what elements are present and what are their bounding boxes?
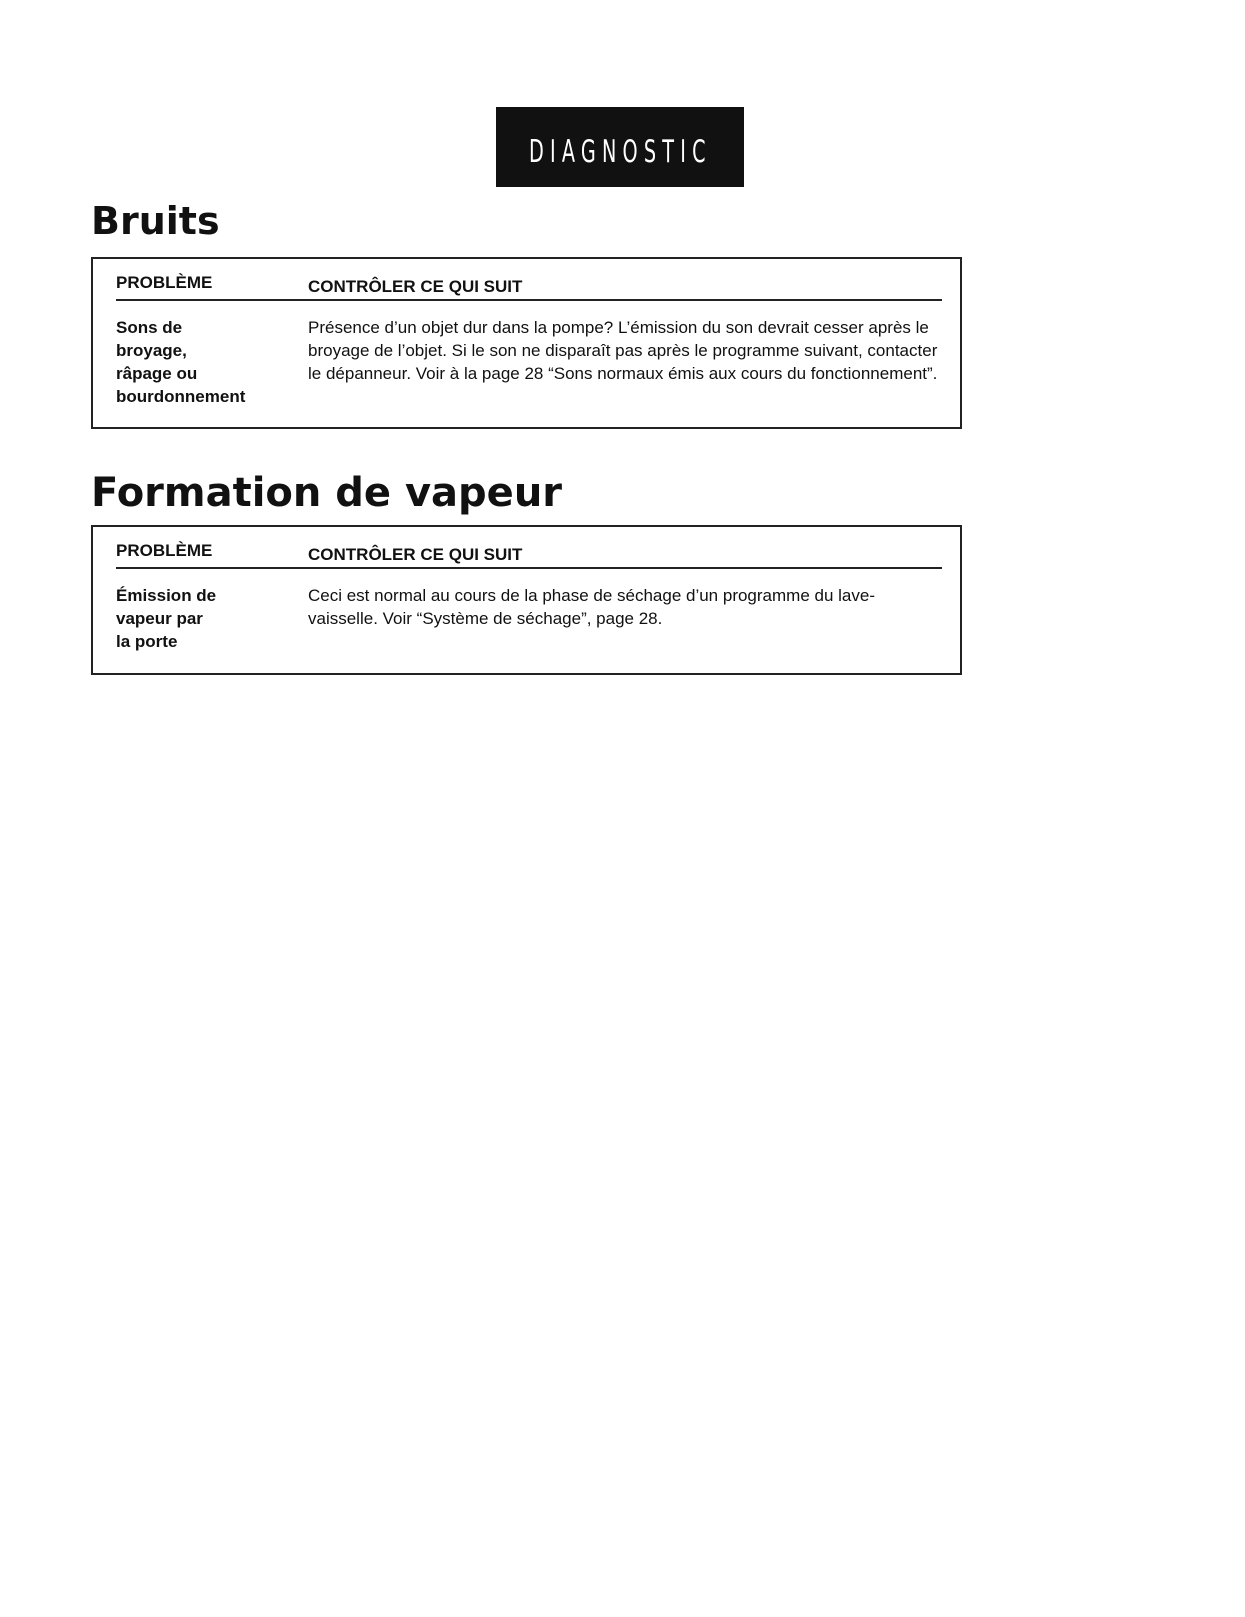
header-check: CONTRÔLER CE QUI SUIT	[308, 545, 523, 564]
check-cell: Ceci est normal au cours de la phase de séchage d’un programme du lave-vaisselle. Voir “Système de séchage”, page 28.	[308, 586, 875, 628]
banner-label: diagnostic	[528, 121, 712, 173]
troubleshooting-table-vapeur	[91, 525, 962, 675]
troubleshooting-table-bruits	[91, 257, 962, 429]
header-problem: PROBLÈME	[116, 541, 213, 560]
section-banner	[496, 107, 744, 187]
table-header	[116, 541, 942, 569]
problem-cell: Sons de broyage, râpage ou bourdonnement	[116, 318, 246, 406]
section-title-vapeur: Formation de vapeur	[91, 470, 563, 516]
problem-cell: Émission de vapeur par la porte	[116, 586, 217, 651]
header-check: CONTRÔLER CE QUI SUIT	[308, 277, 523, 296]
header-problem: PROBLÈME	[116, 273, 213, 292]
table-header	[116, 273, 942, 301]
section-title-bruits: Bruits	[91, 199, 220, 243]
check-cell: Présence d’un objet dur dans la pompe? L’émission du son devrait cesser après le broyage de l’objet. Si le son ne disparaît pas après le programme suivant, contacter le dépanneur. Voir à la page 28 “Sons normaux émis aux cours du fonctionnement”.	[308, 318, 938, 383]
